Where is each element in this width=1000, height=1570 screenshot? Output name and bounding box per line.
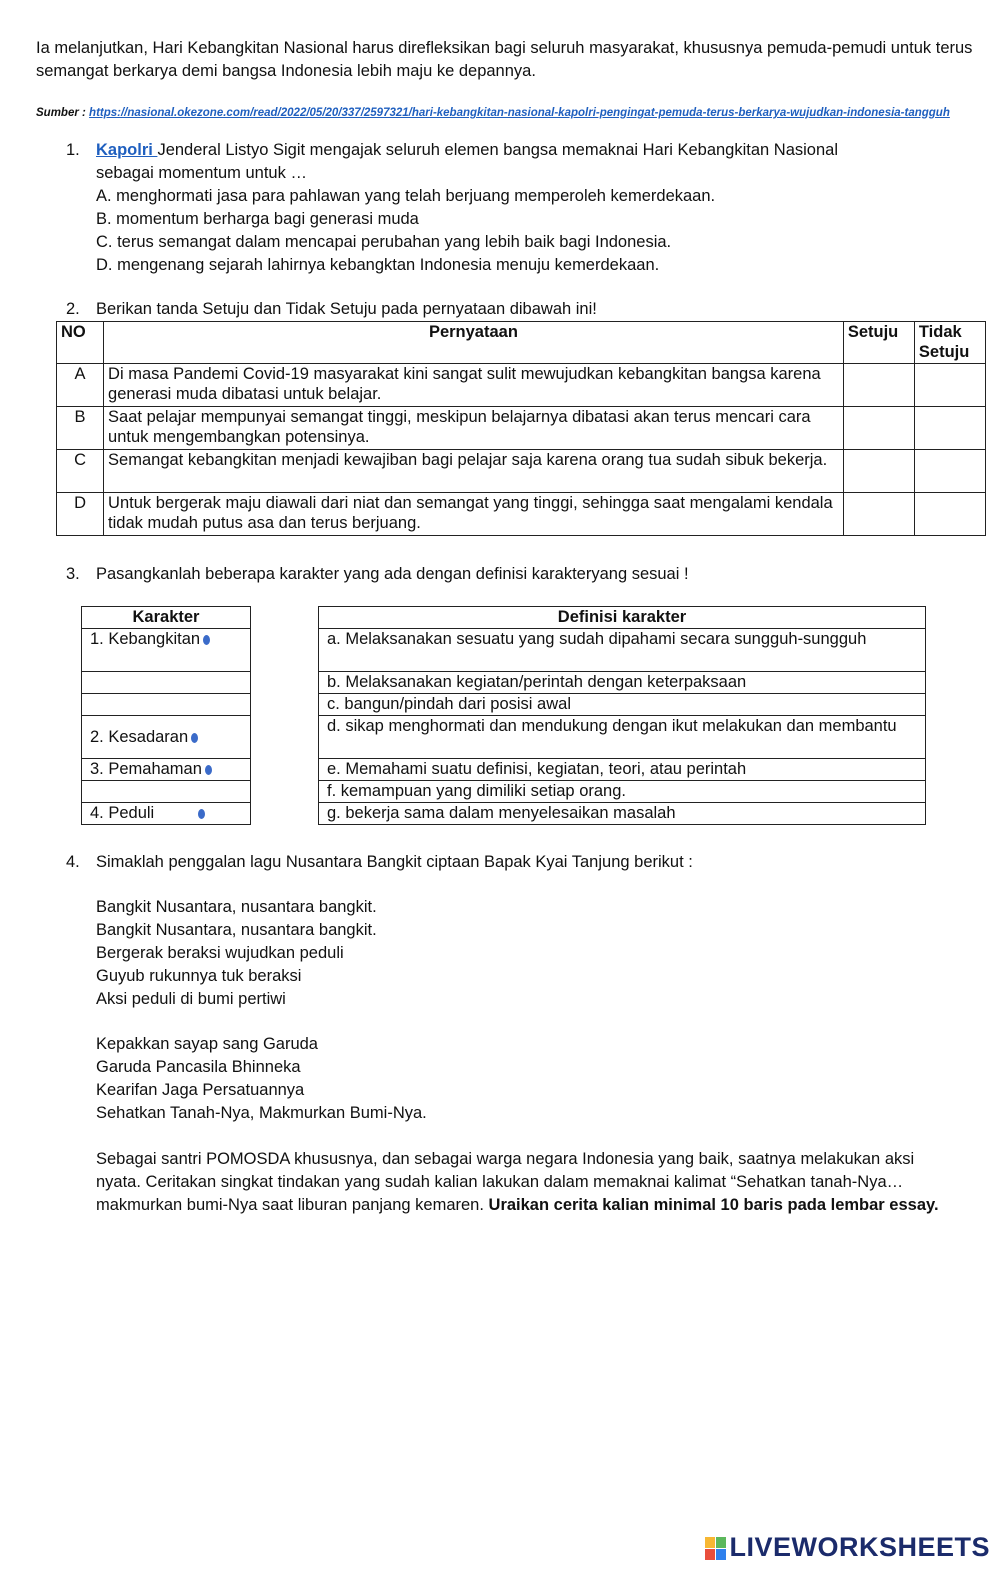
question-4-prompt [66,851,693,874]
source-label: Sumber : [36,107,90,119]
lyrics-stanza-1 [96,896,377,1011]
match-dot-kesadaran[interactable] [191,733,198,743]
intro-paragraph: Ia melanjutkan, Hari Kebangkitan Nasional harus direfleksikan bagi seluruh masyarakat, khususnya pemuda-pemudi untuk terus semangat berkarya demi bangsa Indonesia lebih maju ke depannya. [36,39,973,80]
agree-table [56,321,986,536]
definition-item-a[interactable]: a. Melaksanakan sesuatu yang sudah dipahami secara sungguh-sungguh [319,629,926,672]
row-b-statement: Saat pelajar mempunyai semangat tinggi, meskipun belajarnya dibatasi akan terus mencari cara untuk mengembangkan potensinya. [104,407,844,450]
question-2-text: Berikan tanda Setuju dan Tidak Setuju pada pernyataan dibawah ini! [96,300,597,318]
character-label: 4. Peduli [90,804,155,822]
match-dot-peduli[interactable] [198,809,205,819]
header-statement: Pernyataan [104,322,844,364]
definition-item-g[interactable]: g. bekerja sama dalam menyelesaikan masalah [319,803,926,825]
question-1-option-a: A. menghormati jasa para pahlawan yang telah berjuang memperoleh kemerdekaan. [96,187,716,205]
row-d-agree-cell[interactable] [843,493,914,536]
character-item-empty [82,781,251,803]
definition-item-b[interactable]: b. Melaksanakan kegiatan/perintah dengan keterpaksaan [319,672,926,694]
row-c-no: C [57,450,104,493]
character-label: 3. Pemahaman [90,760,202,778]
character-label: 2. Kesadaran [90,728,189,746]
source-citation [36,106,976,120]
header-agree: Setuju [843,322,914,364]
lyric-line: Sehatkan Tanah-Nya, Makmurkan Bumi-Nya. [96,1104,427,1122]
liveworksheets-logo-icon [705,1537,727,1561]
match-dot-kebangkitan[interactable] [203,635,210,645]
question-1-option-d: D. mengenang sejarah lahirnya kebangktan Indonesia menuju kemerdekaan. [96,256,660,274]
question-1-option-c: C. terus semangat dalam mencapai perubahan yang lebih baik bagi Indonesia. [96,233,672,251]
character-item [82,803,251,825]
question-3-text: Pasangkanlah beberapa karakter yang ada dengan definisi karakteryang sesuai ! [96,565,689,583]
question-4-text: Simaklah penggalan lagu Nusantara Bangkit ciptaan Bapak Kyai Tanjung berikut : [96,853,693,871]
lyric-line: Bergerak beraksi wujudkan peduli [96,944,344,962]
lyrics-stanza-2 [96,1033,427,1125]
lyric-line: Aksi peduli di bumi pertiwi [96,990,286,1008]
question-1-text-line2: sebagai momentum untuk … [96,164,307,182]
character-item-empty [82,672,251,694]
liveworksheets-logo [705,1532,990,1563]
question-3-prompt [66,563,689,586]
instructions-text: Sebagai santri POMOSDA khususnya, dan sebagai warga negara Indonesia yang baik, saatnya melakukan aksi nyata. Ceritakan singkat tindakan yang sudah kalian lakukan dalam memaknai kalimat “Sehatkan tanah-Nya…makmurkan bumi-Nya saat liburan panjang kemaren. [96,1150,915,1214]
row-d-statement: Untuk bergerak maju diawali dari niat dan semangat yang tinggi, sehingga saat mengalami kendala tidak mudah putus asa dan terus berjuang. [104,493,844,536]
question-3-number: 3. [66,565,80,583]
definition-item-f[interactable]: f. kemampuan yang dimiliki setiap orang. [319,781,926,803]
character-item-empty [82,694,251,716]
row-d-no: D [57,493,104,536]
question-1-option-b: B. momentum berharga bagi generasi muda [96,210,419,228]
question-1-number: 1. [66,141,80,159]
row-a-statement: Di masa Pandemi Covid-19 masyarakat kini sangat sulit mewujudkan kebangkitan bangsa karena generasi muda dibatasi untuk belajar. [104,364,844,407]
definition-item-e[interactable]: e. Memahami suatu definisi, kegiatan, teori, atau perintah [319,759,926,781]
row-c-agree-cell[interactable] [843,450,914,493]
row-b-no: B [57,407,104,450]
row-c-disagree-cell[interactable] [914,450,985,493]
definition-header: Definisi karakter [319,607,926,629]
row-a-agree-cell[interactable] [843,364,914,407]
character-label: 1. Kebangkitan [90,630,201,648]
instructions-bold: Uraikan cerita kalian minimal 10 baris pada lembar essay. [488,1196,939,1214]
lyric-line: Kepakkan sayap sang Garuda [96,1035,318,1053]
lyric-line: Guyub rukunnya tuk beraksi [96,967,302,985]
row-b-disagree-cell[interactable] [914,407,985,450]
brand-text: LIVEWORKSHEETS [729,1532,990,1562]
header-disagree: Tidak Setuju [914,322,985,364]
kapolri-link[interactable]: Kapolri [96,141,158,159]
row-c-statement: Semangat kebangkitan menjadi kewajiban bagi pelajar saja karena orang tua sudah sibuk bekerja. [104,450,844,493]
header-no: NO [57,322,104,364]
row-b-agree-cell[interactable] [843,407,914,450]
definition-table [318,606,926,825]
character-item [82,716,251,759]
lyric-line: Bangkit Nusantara, nusantara bangkit. [96,898,377,916]
character-table [81,606,251,825]
source-link[interactable]: https://nasional.okezone.com/read/2022/05/20/337/2597321/hari-kebangkitan-nasional-kapolri-pengingat-pemuda-terus-berkarya-wujudkan-indonesia-tangguh [89,107,950,119]
lyric-line: Bangkit Nusantara, nusantara bangkit. [96,921,377,939]
question-1 [66,139,966,277]
question-1-text-line1: Jenderal Listyo Sigit mengajak seluruh elemen bangsa memaknai Hari Kebangkitan Nasional [157,141,838,159]
lyric-line: Kearifan Jaga Persatuannya [96,1081,305,1099]
question-2-number: 2. [66,300,80,318]
row-a-disagree-cell[interactable] [914,364,985,407]
row-a-no: A [57,364,104,407]
character-item [82,759,251,781]
question-2-prompt [66,298,597,321]
match-dot-pemahaman[interactable] [205,765,212,775]
question-4-number: 4. [66,853,80,871]
lyric-line: Garuda Pancasila Bhinneka [96,1058,301,1076]
definition-item-c[interactable]: c. bangun/pindah dari posisi awal [319,694,926,716]
definition-item-d[interactable]: d. sikap menghormati dan mendukung dengan ikut melakukan dan membantu [319,716,926,759]
question-4-instructions [96,1148,946,1217]
row-d-disagree-cell[interactable] [914,493,985,536]
character-header: Karakter [82,607,251,629]
character-item [82,629,251,672]
